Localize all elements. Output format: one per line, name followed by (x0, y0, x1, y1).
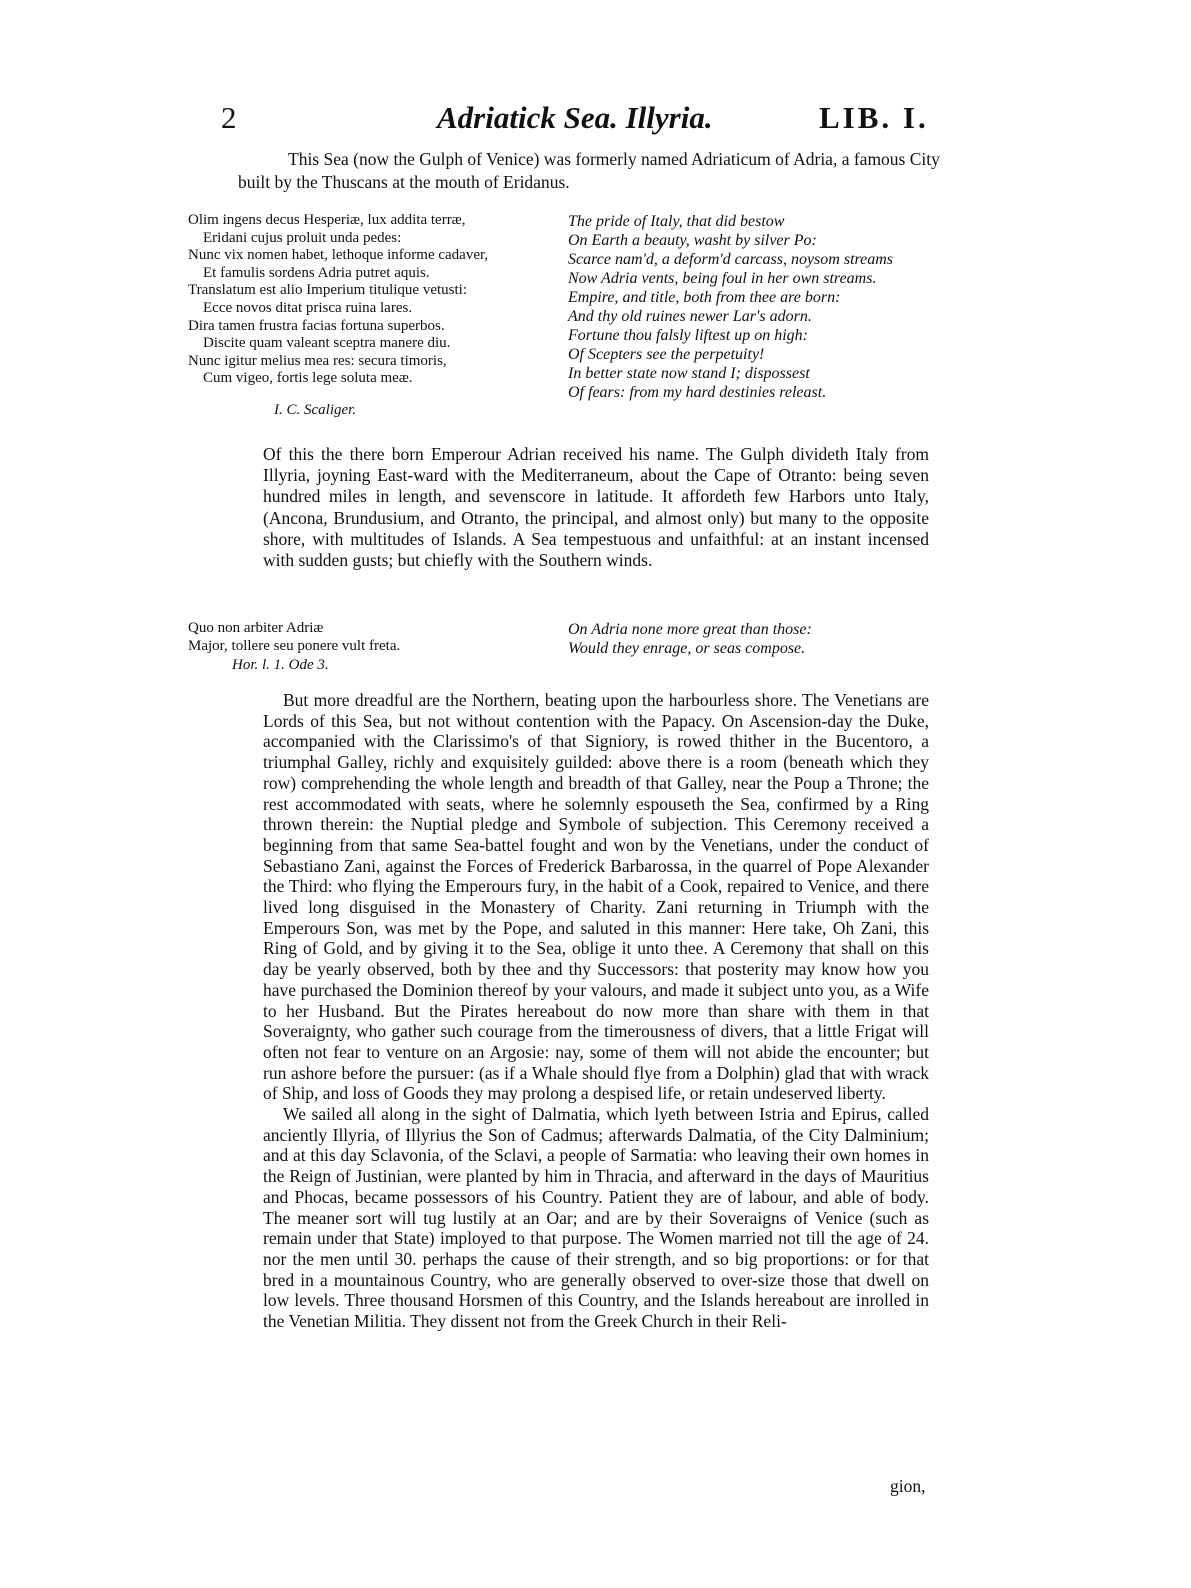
translation-line: Scarce nam'd, a deform'd carcass, noysom streams (568, 251, 894, 268)
verse-attribution-horace: Hor. l. 1. Ode 3. (232, 657, 329, 673)
verse-line: Dira tamen frustra facias fortuna superbos. (188, 317, 445, 334)
verse-attribution-scaliger: I. C. Scaliger. (274, 402, 357, 418)
verse-translation-scaliger (568, 212, 938, 402)
translation-line: On Adria none more great than those: (568, 621, 812, 638)
verse-line: Nunc vix nomen habet, lethoque informe cadaver, (188, 247, 489, 264)
verse-line: Et famulis sordens Adria putret aquis. (203, 264, 430, 281)
paragraph-dalmatia: We sailed all along in the sight of Dalmatia, which lyeth between Istria and Epirus, called anciently Illyria, of Illyrius the Son of Cadmus; afterwards Dalmatia, of the City Dalminium; and at this day Sclavonia, of the Sclavi, a people of Sarmatia: who leaving their own homes in the Reign of Justinian, were planted by him in Thracia, and afterward in the days of Mauritius and Phocas, became possessors of his Country. Patient they are of labour, and able of body. The meaner sort will tug lustily at an Oar; and are by their Soveraigns of Venice (such as remain under that State) imployed to that purpose. The Women married not till the age of 24. nor the men until 30. perhaps the cause of their strength, and so big proportions: or for that bred in a mountainous Country, who are generally observed to over-size those that dwell on low levels. Three thousand Horsmen of this Country, and the Islands hereabout are inrolled in the Venetian Militia. They dissent not from the Greek Church in their Reli- (263, 1104, 929, 1332)
verse-line: Quo non arbiter Adriæ (188, 620, 324, 636)
paragraph-text: Of this the there born Emperour Adrian received his name. The Gulph divideth Italy from Illyria, joyning East-ward with the Mediterraneum, about the Cape of Otranto: being seven hundred miles in length, and sevenscore in latitude. It affordeth few Harbors unto Italy, (Ancona, Brundusium, and Otranto, the principal, and almost only) but many to the opposite shore, with multitudes of Islands. A Sea tempestuous and unfaithful: at an instant incensed with sudden gusts; but chiefly with the Southern winds. (263, 444, 929, 571)
running-title: Adriatick Sea. Illyria. (437, 100, 713, 135)
translation-line: And thy old ruines newer Lar's adorn. (568, 308, 812, 325)
translation-line: Now Adria vents, being foul in her own streams. (568, 270, 877, 287)
latin-verse-scaliger (188, 212, 540, 388)
verse-translation-horace (568, 620, 938, 658)
intro-paragraph: This Sea (now the Gulph of Venice) was formerly named Adriaticum of Adria, a famous City built by the Thuscans at the mouth of Eridanus. (238, 149, 940, 192)
book-marker: LIB. I. (819, 100, 929, 135)
verse-line: Olim ingens decus Hesperiæ, lux addita terræ, (188, 212, 466, 228)
translation-line: Empire, and title, both from thee are born: (568, 289, 841, 306)
verse-line: Cum vigeo, fortis lege soluta meæ. (203, 370, 413, 387)
body-paragraph-gulph (263, 444, 929, 571)
verse-line: Discite quam valeant sceptra manere diu. (203, 335, 451, 352)
translation-line: Fortune thou falsly liftest up on high: (568, 327, 808, 344)
latin-verse-horace (188, 620, 540, 655)
translation-line: In better state now stand I; dispossest (568, 365, 810, 382)
body-paragraphs-venice (263, 690, 929, 1332)
paragraph-ceremony: But more dreadful are the Northern, beating upon the harbourless shore. The Venetians are Lords of this Sea, but not without contention with the Papacy. On Ascension-day the Duke, accompanied with the Clarissimo's of that Signiory, is rowed thither in the Bucentoro, a triumphal Galley, richly and exquisitely guilded: above there is a room (beneath which they row) comprehending the whole length and breadth of that Galley, near the Poup a Throne; the rest accommodated with seats, where he solemnly espouseth the Sea, confirmed by a Ring thrown therein: the Nuptial pledge and Symbole of subjection. This Ceremony received a beginning from that same Sea-battel fought and won by the Venetians, under the conduct of Sebastiano Zani, against the Forces of Frederick Barbarossa, in the quarrel of Pope Alexander the Third: who flying the Emperours fury, in the habit of a Cook, repaired to Venice, and there lived long disguised in the Monastery of Charity. Zani returning in Triumph with the Emperours Son, was met by the Pope, and saluted in this manner: Here take, Oh Zani, this Ring of Gold, and by giving it to the Sea, oblige it unto thee. A Ceremony that shall on this day be yearly observed, both by thee and thy Successors: that posterity may know how you have purchased the Dominion thereof by your valours, and made it subject unto you, as a Wife to her Husband. But the Pirates hereabout do now more than share with them in that Soveraignty, who gather such courage from the timerousness of divers, that a little Frigat will often not fear to venture on an Argosie: nay, some of them will not abide the encounter; but run ashore before the pursuer: (as if a Whale should flye from a Dolphin) glad that with wrack of Ship, and loss of Goods they may prolong a despised life, or retain undeserved liberty. (263, 690, 929, 1104)
verse-line: Ecce novos ditat prisca ruina lares. (203, 299, 413, 316)
translation-line: Of fears: from my hard destinies releast. (568, 384, 827, 401)
verse-line: Major, tollere seu ponere vult freta. (188, 637, 401, 654)
translation-line: Would they enrage, or seas compose. (568, 640, 806, 657)
catchword: gion, (890, 1476, 926, 1496)
verse-line: Nunc igitur melius mea res: secura timoris, (188, 352, 447, 369)
translation-line: Of Scepters see the perpetuity! (568, 346, 765, 363)
page-number: 2 (221, 100, 237, 135)
verse-line: Eridani cujus proluit unda pedes: (203, 229, 402, 246)
translation-line: On Earth a beauty, washt by silver Po: (568, 232, 817, 249)
translation-line: The pride of Italy, that did bestow (568, 213, 785, 230)
verse-line: Translatum est alio Imperium titulique vetusti: (188, 282, 468, 299)
